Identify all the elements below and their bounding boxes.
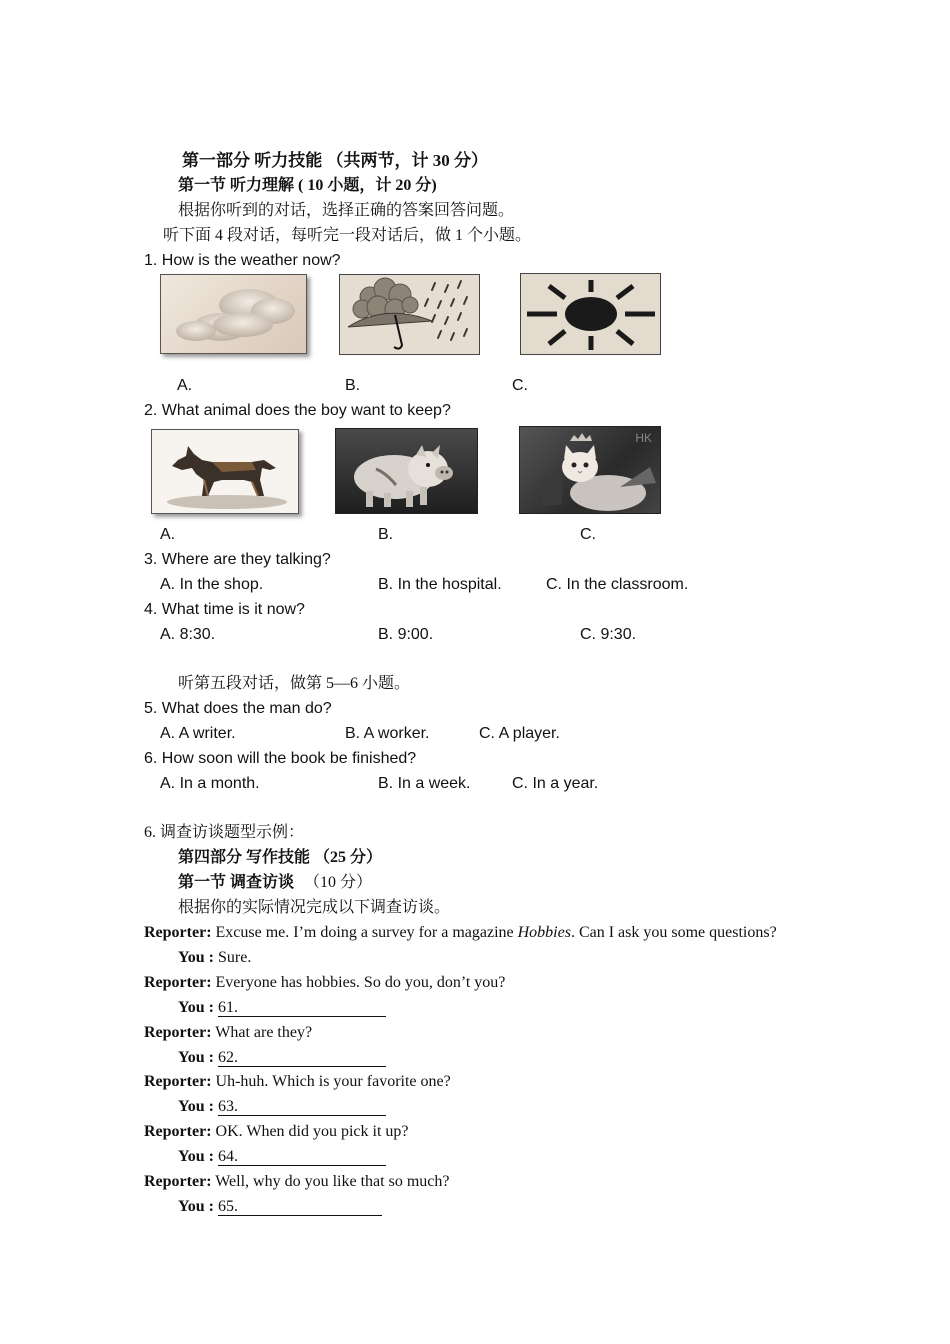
you-label: You : — [178, 949, 215, 966]
pig-picture[interactable] — [335, 428, 478, 514]
dog-picture[interactable] — [151, 429, 299, 514]
pig-icon — [336, 429, 477, 513]
cloud-icon — [161, 275, 306, 353]
rain-umbrella-icon — [340, 275, 479, 354]
question-1: 1. How is the weather now? — [144, 252, 341, 269]
answer-blank-65[interactable]: 65. — [218, 1198, 382, 1216]
sun-icon — [521, 274, 660, 354]
reporter-label: Reporter: — [144, 1073, 212, 1090]
reporter-text: Well, why do you like that so much? — [215, 1173, 450, 1190]
reporter-text: What are they? — [215, 1024, 313, 1041]
answer-blank-64[interactable]: 64. — [218, 1148, 386, 1166]
you-line-1 — [178, 948, 251, 968]
answer-blank-62[interactable]: 62. — [218, 1049, 386, 1067]
q5-option-c[interactable]: C. A player. — [479, 725, 560, 742]
reporter-label: Reporter: — [144, 974, 212, 991]
q4-option-b[interactable]: B. 9:00. — [378, 626, 434, 643]
q6-option-c[interactable]: C. In a year. — [512, 775, 599, 792]
q1-option-c[interactable]: C. — [512, 377, 528, 394]
question-4: 4. What time is it now? — [144, 601, 305, 618]
you-label: You : — [178, 1098, 215, 1115]
q2-option-b[interactable]: B. — [378, 526, 394, 543]
picture-watermark: HK — [635, 431, 652, 445]
sub-instruction: 听下面 4 段对话，每听完一段对话后，做 1 个小题。 — [163, 227, 532, 244]
dog-icon — [152, 430, 298, 513]
q5-option-b[interactable]: B. A worker. — [345, 725, 430, 742]
part4-section-title — [178, 873, 372, 893]
q3-option-c[interactable]: C. In the classroom. — [546, 576, 689, 593]
section-points: （10 分） — [304, 874, 373, 891]
reporter-line-3 — [144, 1023, 312, 1043]
you-line-65 — [178, 1197, 382, 1217]
q2-option-a[interactable]: A. — [160, 526, 176, 543]
reporter-line-4 — [144, 1072, 451, 1092]
cloudy-picture[interactable] — [160, 274, 307, 354]
reporter-line-6 — [144, 1172, 449, 1192]
you-label: You : — [178, 999, 215, 1016]
you-line-61 — [178, 998, 386, 1018]
reporter-text-end: . Can I ask you some questions? — [570, 924, 777, 941]
cat-picture[interactable] — [519, 426, 661, 514]
you-label: You : — [178, 1148, 215, 1165]
example-label: 6. 调查访谈题型示例： — [144, 824, 305, 841]
you-label: You : — [178, 1198, 215, 1215]
q1-option-b[interactable]: B. — [345, 377, 361, 394]
reporter-text: Everyone has hobbies. So do you, don’t you? — [215, 974, 506, 991]
reporter-text: Excuse me. I’m doing a survey for a magazine — [215, 924, 518, 941]
reporter-label: Reporter: — [144, 924, 212, 941]
sunny-picture[interactable] — [520, 273, 661, 355]
q4-option-a[interactable]: A. 8:30. — [160, 626, 216, 643]
you-line-63 — [178, 1097, 386, 1117]
reporter-text: OK. When did you pick it up? — [215, 1123, 409, 1140]
question-6: 6. How soon will the book be finished? — [144, 750, 417, 767]
section-name: 第一节 调查访谈 — [178, 874, 295, 891]
instruction: 根据你听到的对话，选择正确的答案回答问题。 — [178, 202, 515, 219]
reporter-label: Reporter: — [144, 1173, 212, 1190]
rainy-picture[interactable] — [339, 274, 480, 355]
reporter-line-1 — [144, 923, 777, 943]
you-label: You : — [178, 1049, 215, 1066]
question-3: 3. Where are they talking? — [144, 551, 331, 568]
reporter-text: Uh-huh. Which is your favorite one? — [215, 1073, 451, 1090]
q6-option-a[interactable]: A. In a month. — [160, 775, 260, 792]
q6-option-b[interactable]: B. In a week. — [378, 775, 471, 792]
part4-title: 第四部分 写作技能 （25 分） — [178, 849, 383, 866]
question-2: 2. What animal does the boy want to keep? — [144, 402, 451, 419]
reporter-label: Reporter: — [144, 1123, 212, 1140]
q2-option-c[interactable]: C. — [580, 526, 596, 543]
dialog5-instruction: 听第五段对话，做第 5—6 小题。 — [178, 675, 411, 692]
q4-option-c[interactable]: C. 9:30. — [580, 626, 637, 643]
reporter-line-2 — [144, 973, 505, 993]
q3-option-a[interactable]: A. In the shop. — [160, 576, 264, 593]
answer-blank-61[interactable]: 61. — [218, 999, 386, 1017]
q3-option-b[interactable]: B. In the hospital. — [378, 576, 502, 593]
reporter-line-5 — [144, 1122, 409, 1142]
answer-blank-63[interactable]: 63. — [218, 1098, 386, 1116]
section1-title: 第一节 听力理解 ( 10 小题，计 20 分) — [178, 177, 437, 194]
part1-title: 第一部分 听力技能 （共两节，计 30 分） — [182, 151, 488, 170]
question-5: 5. What does the man do? — [144, 700, 332, 717]
part4-instruction: 根据你的实际情况完成以下调查访谈。 — [178, 899, 451, 916]
you-line-64 — [178, 1147, 386, 1167]
q1-option-a[interactable]: A. — [177, 377, 193, 394]
q5-option-a[interactable]: A. A writer. — [160, 725, 236, 742]
magazine-name: Hobbies — [517, 924, 571, 941]
you-text: Sure. — [218, 949, 252, 966]
you-line-62 — [178, 1048, 386, 1068]
reporter-label: Reporter: — [144, 1024, 212, 1041]
